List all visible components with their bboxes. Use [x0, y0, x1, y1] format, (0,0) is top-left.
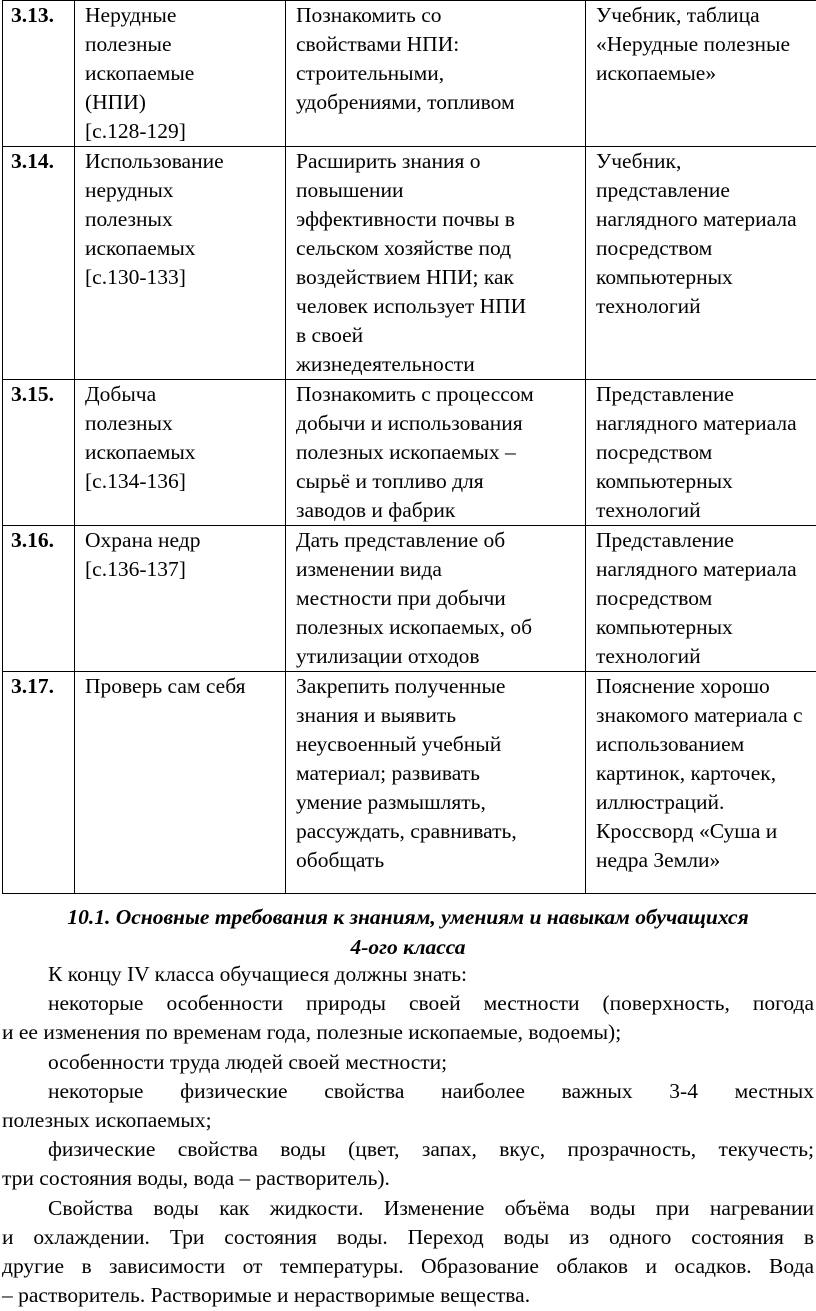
lesson-goal-line: материал; развивать [296, 761, 480, 785]
lesson-means-cell [586, 380, 816, 526]
lesson-goal-line: Познакомить с процессом [296, 382, 534, 406]
lesson-means-line: Учебник, таблица [596, 3, 760, 27]
body-text-line: полезных ископаемых; [2, 1108, 212, 1133]
lesson-means-line: Представление [596, 382, 734, 406]
lesson-plan-table-body [3, 1, 816, 894]
table-row [3, 380, 816, 526]
lesson-topic-cell [75, 1, 286, 147]
lesson-goal-line: жизнедеятельности [296, 352, 475, 376]
lesson-means-cell [586, 672, 816, 894]
body-text-line: физические свойства воды (цвет, запах, вкус, прозрачность, текучесть; [48, 1137, 814, 1162]
lesson-means-line: использованием [596, 732, 745, 756]
lesson-topic-line: [с.128-129] [85, 119, 186, 143]
section-heading-line-2: 4-ого класса [350, 935, 466, 959]
lesson-topic-cell [75, 672, 286, 894]
lesson-means-line: Представление [596, 528, 734, 552]
lesson-topic-line: [с.134-136] [85, 469, 186, 493]
lesson-means-line: недра Земли» [596, 848, 721, 872]
lesson-goal-line: знания и выявить [296, 703, 457, 727]
lesson-goal-line: Дать представление об [296, 528, 506, 552]
lesson-goal-line: обобщать [296, 848, 385, 872]
section-heading-line-1: 10.1. Основные требования к знаниям, умениям и навыкам обучащихся [67, 905, 749, 929]
lesson-topic-line: ископаемые [85, 61, 195, 85]
lesson-goal-line: полезных ископаемых – [296, 440, 516, 464]
body-text-line: некоторые особенности природы своей местности (поверхность, погода [48, 991, 814, 1016]
lesson-means-line: иллюстраций. [596, 790, 725, 814]
lesson-number-cell: 3.16. [3, 526, 75, 672]
body-text-line: некоторые физические свойства наиболее важных 3-4 местных [48, 1078, 814, 1103]
lesson-goal-cell [286, 672, 586, 894]
lesson-goal-line: воздействием НПИ; как [296, 265, 515, 289]
lesson-goal-line: повышении [296, 178, 404, 202]
lesson-topic-line: [с.130-133] [85, 265, 186, 289]
body-text-line: – растворитель. Растворимые и нерастворимые вещества. [2, 1283, 531, 1308]
section-body-text [2, 960, 814, 1310]
lesson-means-cell [586, 147, 816, 380]
lesson-topic-line: ископаемых [85, 440, 196, 464]
lesson-number-cell: 3.13. [3, 1, 75, 147]
lesson-means-line: наглядного материала [596, 207, 797, 231]
lesson-goal-line: полезных ископаемых, об [296, 615, 533, 639]
lesson-goal-line: человек использует НПИ [296, 294, 527, 318]
lesson-means-line: ископаемые» [596, 61, 717, 85]
table-row [3, 147, 816, 380]
lesson-topic-line: Использование [85, 149, 224, 173]
lesson-means-line: посредством [596, 586, 713, 610]
body-text-line: Свойства воды как жидкости. Изменение объёма воды при нагревании [48, 1195, 814, 1220]
lesson-means-line: технологий [596, 644, 701, 668]
lesson-goal-line: сырьё и топливо для [296, 469, 484, 493]
lesson-means-line: компьютерных [596, 265, 733, 289]
lesson-goal-line: сельском хозяйстве под [296, 236, 512, 260]
lesson-topic-line: Добыча [85, 382, 157, 406]
lesson-topic-line: (НПИ) [85, 90, 146, 114]
body-text-line: и охлаждении. Три состояния воды. Переход воды из одного состояния в [2, 1224, 814, 1249]
lesson-goal-cell [286, 526, 586, 672]
lesson-goal-line: умение размышлять, [296, 790, 486, 814]
body-text-line: другие в зависимости от температуры. Образование облаков и осадков. Вода [2, 1254, 814, 1279]
lesson-means-line: компьютерных [596, 615, 733, 639]
lesson-means-line: наглядного материала [596, 557, 797, 581]
lesson-goal-line: свойствами НПИ: [296, 32, 460, 56]
lesson-goal-cell [286, 147, 586, 380]
lesson-goal-line: Познакомить со [296, 3, 442, 27]
lesson-goal-cell [286, 380, 586, 526]
lesson-means-cell [586, 526, 816, 672]
lesson-goal-line: утилизации отходов [296, 644, 480, 668]
lesson-topic-line: Нерудные [85, 3, 177, 27]
lesson-means-line: Кроссворд «Суша и [596, 819, 778, 843]
lesson-goal-line: Расширить знания о [296, 149, 481, 173]
lesson-goal-line: изменении вида [296, 557, 442, 581]
body-text-line: особенности труда людей своей местности; [48, 1049, 448, 1074]
lesson-topic-line: нерудных [85, 178, 174, 202]
lesson-means-line: компьютерных [596, 469, 733, 493]
lesson-topic-line: Проверь сам себя [85, 674, 246, 698]
lesson-topic-line: полезные [85, 32, 172, 56]
lesson-goal-line: рассуждать, сравнивать, [296, 819, 517, 843]
lesson-goal-cell [286, 1, 586, 147]
lesson-topic-line: полезных [85, 411, 173, 435]
lesson-means-line: «Нерудные полезные [596, 32, 790, 56]
lesson-topic-cell [75, 526, 286, 672]
lesson-means-line: представление [596, 178, 730, 202]
lesson-means-line: картинок, карточек, [596, 761, 777, 785]
lesson-goal-line: местности при добычи [296, 586, 506, 610]
lesson-topic-cell [75, 380, 286, 526]
lesson-means-line: технологий [596, 498, 701, 522]
lesson-means-line: Учебник, [596, 149, 682, 173]
lesson-means-line: наглядного материала [596, 411, 797, 435]
lesson-goal-line: заводов и фабрик [296, 498, 456, 522]
lesson-means-line: посредством [596, 440, 713, 464]
section-heading [0, 902, 816, 962]
body-text-line: и ее изменения по временам года, полезные ископаемые, водоемы); [2, 1020, 622, 1045]
lesson-means-cell [586, 1, 816, 147]
lesson-topic-line: [с.136-137] [85, 557, 186, 581]
lesson-means-line: знакомого материала с [596, 703, 803, 727]
lesson-goal-line: удобрениями, топливом [296, 90, 515, 114]
table-row [3, 526, 816, 672]
lesson-goal-line: неусвоенный учебный [296, 732, 502, 756]
lesson-goal-line: эффективности почвы в [296, 207, 515, 231]
body-text-line: три состояния воды, вода – растворитель). [2, 1166, 390, 1191]
lesson-topic-cell [75, 147, 286, 380]
lesson-number-cell: 3.17. [3, 672, 75, 894]
lesson-goal-line: Закрепить полученные [296, 674, 506, 698]
table-row [3, 672, 816, 894]
lesson-means-line: Пояснение хорошо [596, 674, 770, 698]
lesson-means-line: технологий [596, 294, 701, 318]
lesson-number-cell: 3.15. [3, 380, 75, 526]
lesson-plan-table [2, 0, 816, 894]
table-row [3, 1, 816, 147]
lesson-means-line: посредством [596, 236, 713, 260]
lesson-goal-line: добычи и использования [296, 411, 523, 435]
lesson-number-cell: 3.14. [3, 147, 75, 380]
lesson-topic-line: полезных [85, 207, 173, 231]
body-text-line: К концу IV класса обучащиеся должны знать: [48, 962, 468, 986]
lesson-topic-line: ископаемых [85, 236, 196, 260]
lesson-goal-line: строительными, [296, 61, 445, 85]
lesson-topic-line: Охрана недр [85, 528, 201, 552]
lesson-goal-line: в своей [296, 323, 364, 347]
